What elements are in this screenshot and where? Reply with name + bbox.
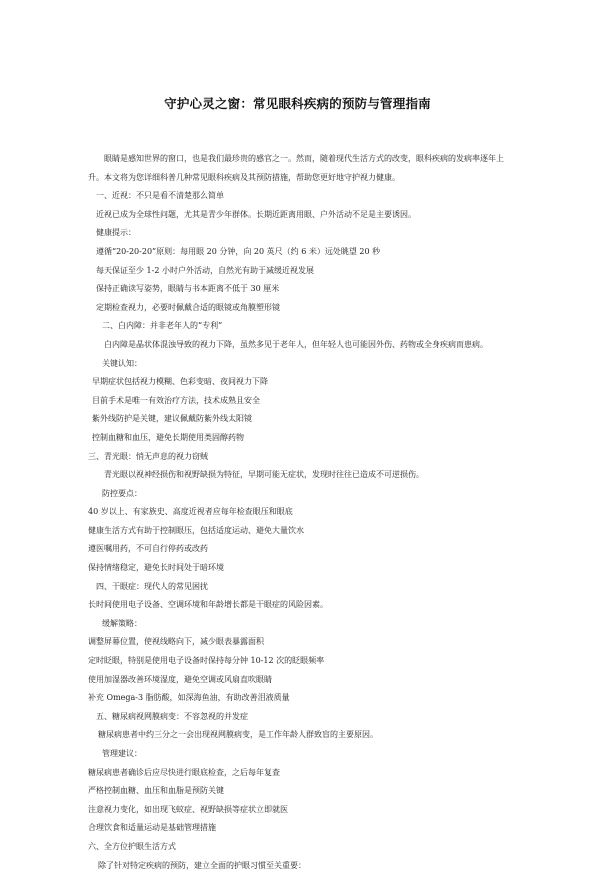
list-item: 每天保证至少 1-2 小时户外活动，自然光有助于减缓近视发展 [96,265,314,275]
section-body: 长时间使用电子设备、空调环境和年龄增长都是干眼症的风险因素。 [88,600,328,610]
section-body: 白内障是晶状体混浊导致的视力下降，虽然多见于老年人，但年轻人也可能因外伤、药物或全身疾病而患病。 [104,339,488,349]
list-item: 40 岁以上、有家族史、高度近视者应每年检查眼压和眼底 [88,507,293,517]
list-item: 调整屏幕位置，使视线略向下，减少眼表暴露面积 [88,637,264,647]
list-item: 早期症状包括视力模糊、色彩变暗、夜间视力下降 [92,377,268,387]
list-item: 严格控制血糖、血压和血脂是预防关键 [88,786,224,796]
section-heading: 一、近视：不只是看不清楚那么简单 [96,191,224,201]
list-item: 定时眨眼，特别是使用电子设备时保持每分钟 10-12 次的眨眼频率 [88,656,325,666]
list-item: 控制血糖和血压，避免长期使用类固醇药物 [92,432,244,442]
page-title: 守护心灵之窗：常见眼科疾病的预防与管理指南 [164,96,431,111]
list-item: 保持情绪稳定，避免长时间处于暗环境 [88,563,224,573]
list-item: 糖尿病患者确诊后应尽快进行眼底检查，之后每年复查 [88,767,280,777]
section-body: 除了针对特定疾病的预防，建立全面的护眼习惯至关重要： [98,860,306,870]
list-item: 保持正确读写姿势，眼睛与书本距离不低于 30 厘米 [96,284,280,294]
list-item: 目前手术是唯一有效治疗方法，技术成熟且安全 [92,395,260,405]
section-heading: 六、全方位护眼生活方式 [88,841,176,851]
list-item: 合理饮食和适量运动是基础管理措施 [88,823,216,833]
section-body: 青光眼以视神经损伤和视野缺损为特征，早期可能无症状，发现时往往已造成不可逆损伤。 [104,470,424,480]
section-heading: 三、青光眼：悄无声息的视力窃贼 [88,451,208,461]
list-item: 健康生活方式有助于控制眼压，包括适度运动、避免大量饮水 [88,525,304,535]
list-item: 紫外线防护是关键，建议佩戴防紫外线太阳镜 [92,414,252,424]
list-item: 补充 Omega-3 脂肪酸，如深海鱼油，有助改善泪液质量 [88,693,290,703]
intro-paragraph: 眼睛是感知世界的窗口，也是我们最珍贵的感官之一。然而，随着现代生活方式的改变，眼科疾病的发病率逐年上升。本文将为您详细科普几种常见眼科疾病及其预防措施，帮助您更好地守护视力健康。 [88,154,504,182]
section-body: 糖尿病患者中约三分之一会出现视网膜病变，是工作年龄人群致盲的主要原因。 [98,730,378,740]
article-body [88,150,518,875]
list-item: 遵循“20-20-20”原则：每用眼 20 分钟，向 20 英尺（约 6 米）远处眺望 20 秒 [96,246,381,256]
list-item: 定期检查视力，必要时佩戴合适的眼镜或角膜塑形镜 [96,302,280,312]
list-item: 使用加湿器改善环境湿度，避免空调或风扇直吹眼睛 [88,674,272,684]
list-item: 遵医嘱用药，不可自行停药或改药 [88,544,208,554]
section-heading: 二、白内障：并非老年人的“专利” [102,321,223,331]
tip-label: 关键认知： [102,358,142,368]
section-heading: 五、糖尿病视网膜病变：不容忽视的并发症 [96,711,248,721]
list-item: 注意视力变化，如出现飞蚊症、视野缺损等症状立即就医 [88,804,288,814]
tip-label: 缓解策略： [102,618,142,628]
tip-label: 健康提示： [96,228,136,238]
section-body: 近视已成为全球性问题，尤其是青少年群体。长期近距离用眼、户外活动不足是主要诱因。 [96,209,416,219]
tip-label: 管理建议： [102,749,142,758]
section-heading: 四、干眼症：现代人的常见困扰 [96,581,208,591]
tip-label: 防控要点： [102,488,142,498]
